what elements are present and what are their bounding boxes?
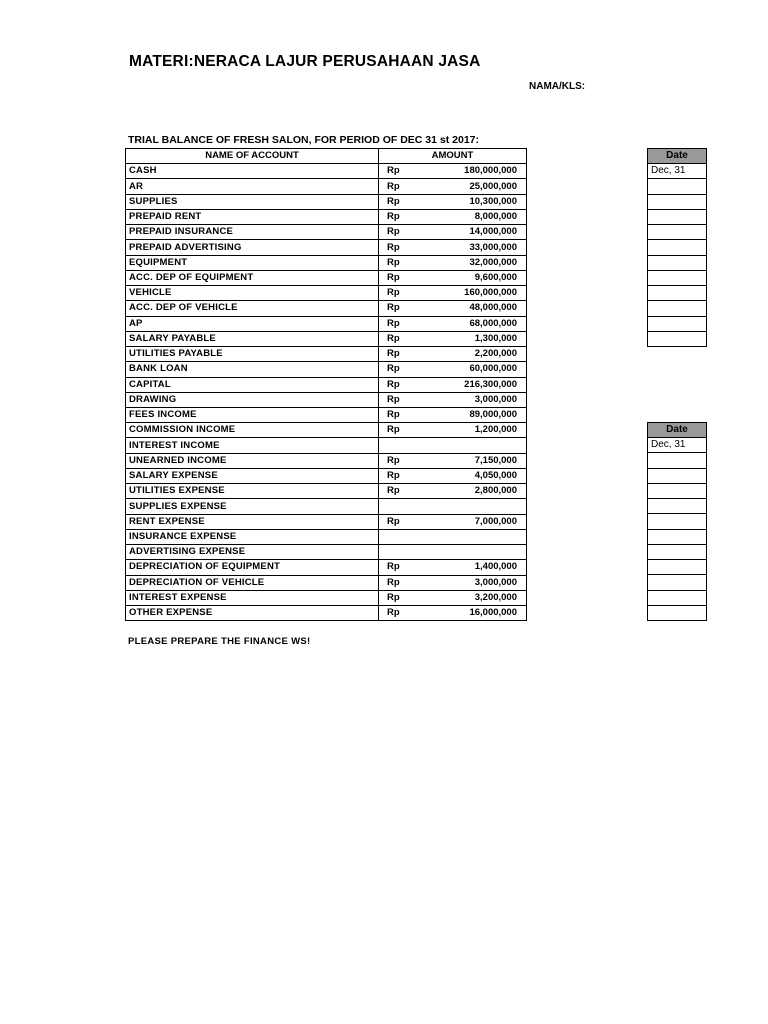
table-row [126,347,527,362]
account-name-cell: ADVERTISING EXPENSE [126,545,379,560]
amount-cell [379,286,527,301]
table-row [126,392,527,407]
column-header-account: NAME OF ACCOUNT [126,149,379,164]
currency-label: Rp [387,165,400,177]
table-row [126,164,527,179]
currency-label: Rp [387,302,400,314]
currency-label: Rp [387,515,400,527]
date-column-header: Date [648,149,707,164]
amount-value: 8,000,000 [474,211,517,223]
date-cell [648,468,707,483]
date-table-2 [647,422,707,621]
date-cell [648,605,707,620]
account-name-cell: UNEARNED INCOME [126,453,379,468]
table-row [126,209,527,224]
table-row [126,407,527,422]
currency-label: Rp [387,454,400,466]
amount-value: 14,000,000 [469,226,517,238]
table-row [126,270,527,285]
amount-value: 10,300,000 [469,195,517,207]
date-cell: Dec, 31 [648,438,707,453]
date-cell [648,179,707,194]
amount-cell [379,392,527,407]
table-row [126,484,527,499]
amount-cell [379,529,527,544]
account-name-cell: PREPAID RENT [126,209,379,224]
amount-cell [379,484,527,499]
amount-cell [379,255,527,270]
table-row [126,545,527,560]
amount-value: 4,050,000 [474,470,517,482]
table-row [126,225,527,240]
amount-cell [379,164,527,179]
account-name-cell: COMMISSION INCOME [126,423,379,438]
amount-cell [379,453,527,468]
amount-value: 1,300,000 [474,332,517,344]
amount-value: 2,800,000 [474,485,517,497]
account-name-cell: DEPRECIATION OF VEHICLE [126,575,379,590]
currency-label: Rp [387,317,400,329]
account-name-cell: RENT EXPENSE [126,514,379,529]
table-row [126,575,527,590]
amount-value: 180,000,000 [464,165,517,177]
amount-value: 32,000,000 [469,256,517,268]
date-cell [648,529,707,544]
amount-cell [379,438,527,453]
date-cell [648,225,707,240]
account-name-cell: PREPAID ADVERTISING [126,240,379,255]
table-row [126,453,527,468]
date-table-1 [647,148,707,347]
currency-label: Rp [387,348,400,360]
table-row [126,194,527,209]
amount-value: 3,200,000 [474,591,517,603]
account-name-cell: OTHER EXPENSE [126,606,379,621]
currency-label: Rp [387,256,400,268]
table-row [126,377,527,392]
date-cell [648,590,707,605]
currency-label: Rp [387,561,400,573]
amount-cell [379,179,527,194]
table-row [126,606,527,621]
account-name-cell: DEPRECIATION OF EQUIPMENT [126,560,379,575]
amount-cell [379,362,527,377]
amount-value: 7,150,000 [474,454,517,466]
account-name-cell: UTILITIES PAYABLE [126,347,379,362]
amount-value: 7,000,000 [474,515,517,527]
table-row [126,301,527,316]
date-cell [648,194,707,209]
amount-cell [379,560,527,575]
trial-balance-heading: TRIAL BALANCE OF FRESH SALON, FOR PERIOD OF DEC 31 st 2017: [128,134,480,146]
table-row [126,240,527,255]
amount-value: 1,200,000 [474,424,517,436]
amount-value: 16,000,000 [469,607,517,619]
amount-cell [379,590,527,605]
account-name-cell: AR [126,179,379,194]
amount-cell [379,209,527,224]
currency-label: Rp [387,591,400,603]
amount-cell [379,575,527,590]
date-cell: Dec, 31 [648,164,707,179]
date-column-header: Date [648,423,707,438]
account-name-cell: PREPAID INSURANCE [126,225,379,240]
table-row [126,331,527,346]
amount-value: 216,300,000 [464,378,517,390]
currency-label: Rp [387,607,400,619]
amount-cell [379,194,527,209]
account-name-cell: VEHICLE [126,286,379,301]
date-cell [648,240,707,255]
currency-label: Rp [387,271,400,283]
table-row [126,514,527,529]
table-row [126,468,527,483]
amount-cell [379,545,527,560]
amount-value: 3,000,000 [474,393,517,405]
currency-label: Rp [387,485,400,497]
amount-value: 160,000,000 [464,287,517,299]
date-cell [648,575,707,590]
account-name-cell: UTILITIES EXPENSE [126,484,379,499]
amount-cell [379,240,527,255]
amount-cell [379,316,527,331]
table-header-row [126,149,527,164]
amount-value: 25,000,000 [469,180,517,192]
account-name-cell: CASH [126,164,379,179]
table-row [126,423,527,438]
currency-label: Rp [387,378,400,390]
amount-value: 1,400,000 [474,561,517,573]
date-cell [648,255,707,270]
page-title: MATERI:NERACA LAJUR PERUSAHAAN JASA [129,53,481,70]
account-name-cell: FEES INCOME [126,407,379,422]
currency-label: Rp [387,211,400,223]
table-row [126,179,527,194]
amount-value: 68,000,000 [469,317,517,329]
currency-label: Rp [387,241,400,253]
table-row [126,560,527,575]
account-name-cell: BANK LOAN [126,362,379,377]
amount-cell [379,225,527,240]
account-name-cell: DRAWING [126,392,379,407]
account-name-cell: EQUIPMENT [126,255,379,270]
currency-label: Rp [387,226,400,238]
trial-balance-table [125,148,527,621]
currency-label: Rp [387,195,400,207]
account-name-cell: ACC. DEP OF EQUIPMENT [126,270,379,285]
account-name-cell: INTEREST EXPENSE [126,590,379,605]
amount-cell [379,606,527,621]
amount-cell [379,301,527,316]
currency-label: Rp [387,470,400,482]
account-name-cell: SUPPLIES EXPENSE [126,499,379,514]
amount-cell [379,347,527,362]
currency-label: Rp [387,363,400,375]
table-row [126,529,527,544]
date-cell [648,453,707,468]
account-name-cell: SUPPLIES [126,194,379,209]
table-row [126,590,527,605]
currency-label: Rp [387,576,400,588]
amount-cell [379,407,527,422]
date-cell [648,270,707,285]
amount-cell [379,377,527,392]
currency-label: Rp [387,287,400,299]
account-name-cell: CAPITAL [126,377,379,392]
table-row [126,286,527,301]
trial-balance-body [126,164,527,621]
instruction-note: PLEASE PREPARE THE FINANCE WS! [128,636,311,647]
table-row [126,362,527,377]
date-cell [648,331,707,346]
currency-label: Rp [387,424,400,436]
amount-value: 3,000,000 [474,576,517,588]
account-name-cell: SALARY PAYABLE [126,331,379,346]
amount-value: 2,200,000 [474,348,517,360]
table-row [126,316,527,331]
amount-value: 60,000,000 [469,363,517,375]
amount-cell [379,270,527,285]
table-row [126,438,527,453]
date-cell [648,560,707,575]
currency-label: Rp [387,180,400,192]
date-cell [648,499,707,514]
amount-cell [379,331,527,346]
date-cell [648,544,707,559]
date-cell [648,514,707,529]
account-name-cell: INSURANCE EXPENSE [126,529,379,544]
account-name-cell: ACC. DEP OF VEHICLE [126,301,379,316]
amount-cell [379,423,527,438]
amount-cell [379,468,527,483]
date-cell [648,286,707,301]
account-name-cell: AP [126,316,379,331]
name-class-label: NAMA/KLS: [529,81,586,92]
account-name-cell: SALARY EXPENSE [126,468,379,483]
date-cell [648,316,707,331]
amount-value: 9,600,000 [474,271,517,283]
amount-value: 33,000,000 [469,241,517,253]
currency-label: Rp [387,393,400,405]
amount-value: 89,000,000 [469,409,517,421]
date-cell [648,483,707,498]
account-name-cell: INTEREST INCOME [126,438,379,453]
date-cell [648,209,707,224]
amount-value: 48,000,000 [469,302,517,314]
amount-cell [379,514,527,529]
column-header-amount: AMOUNT [379,149,527,164]
date-cell [648,301,707,316]
amount-cell [379,499,527,514]
currency-label: Rp [387,409,400,421]
table-row [126,499,527,514]
table-row [126,255,527,270]
currency-label: Rp [387,332,400,344]
